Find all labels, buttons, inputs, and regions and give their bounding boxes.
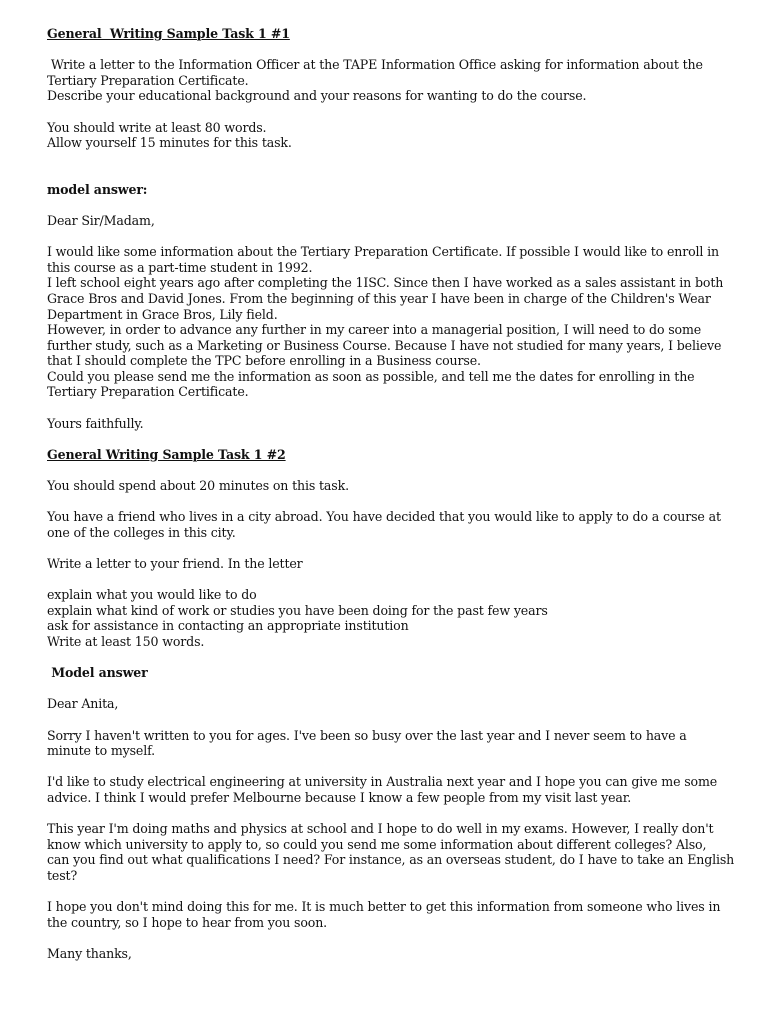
document-page xyxy=(47,26,735,961)
task2-salutation: Dear Anita, xyxy=(47,696,119,712)
task2-point: explain what kind of work or studies you have been doing for the past few years xyxy=(47,602,548,618)
task1-body-line: I would like some information about the Tertiary Preparation Certificate. If possible I would like to enroll in xyxy=(47,244,719,260)
task1-prompt-line: Write a letter to the Information Officer at the TAPE Information Office asking for information about the xyxy=(47,57,703,73)
task1-body-line: that I should complete the TPC before enrolling in a Business course. xyxy=(47,353,481,369)
task1-instruction: You should write at least 80 words. xyxy=(47,119,267,135)
task2-point: ask for assistance in contacting an appropriate institution xyxy=(47,618,409,634)
task1-heading: General Writing Sample Task 1 #1 xyxy=(47,26,290,41)
task2-model-label: Model answer xyxy=(47,665,148,681)
task2-para3-line: know which university to apply to, so could you send me some information about different colleges? Also, xyxy=(47,836,707,852)
task2-para3-line: This year I'm doing maths and physics at school and I hope to do well in my exams. However, I really don't xyxy=(47,821,714,837)
task1-closing: Yours faithfully. xyxy=(47,415,144,431)
task2-point: explain what you would like to do xyxy=(47,587,257,603)
task1-model-label: model answer: xyxy=(47,181,148,197)
task1-body-line: Grace Bros and David Jones. From the beginning of this year I have been in charge of the Children's Wear xyxy=(47,290,711,306)
task2-para4-line: the country, so I hope to hear from you soon. xyxy=(47,914,328,930)
task1-salutation: Dear Sir/Madam, xyxy=(47,212,155,228)
task1-body-line: Tertiary Preparation Certificate. xyxy=(47,384,249,400)
task2-point: Write at least 150 words. xyxy=(47,633,205,649)
task1-body-line: Could you please send me the information as soon as possible, and tell me the dates for enrolling in the xyxy=(47,368,695,384)
task2-scenario-line: one of the colleges in this city. xyxy=(47,524,236,540)
task2-para2-line: advice. I think I would prefer Melbourne because I know a few people from my visit last year. xyxy=(47,789,632,805)
task2-para3-line: test? xyxy=(47,867,78,883)
task1-prompt-line: Tertiary Preparation Certificate. xyxy=(47,72,249,88)
task1-body-line: Department in Grace Bros, Lily field. xyxy=(47,306,278,322)
task1-body-line: I left school eight years ago after completing the 1ISC. Since then I have worked as a sales assistant in both xyxy=(47,275,724,291)
task2-para4-line: I hope you don't mind doing this for me. It is much better to get this information from someone who lives in xyxy=(47,899,721,915)
task2-para1-line: Sorry I haven't written to you for ages. I've been so busy over the last year and I never seem to have a xyxy=(47,727,687,743)
task2-para1-line: minute to myself. xyxy=(47,743,156,759)
task1-body-line: this course as a part-time student in 1992. xyxy=(47,259,313,275)
task2-time-note: You should spend about 20 minutes on this task. xyxy=(47,478,349,494)
task1-prompt-line: Describe your educational background and your reasons for wanting to do the course. xyxy=(47,88,587,104)
task1-instruction: Allow yourself 15 minutes for this task. xyxy=(47,135,292,151)
task1-body-line: However, in order to advance any further in my career into a managerial position, I will need to do some xyxy=(47,322,702,338)
task1-body-line: further study, such as a Marketing or Business Course. Because I have not studied for many years, I believe xyxy=(47,337,722,353)
task2-para3-line: can you find out what qualifications I need? For instance, as an overseas student, do I have to take an English xyxy=(47,852,735,868)
task2-para2-line: I'd like to study electrical engineering at university in Australia next year and I hope you can give me some xyxy=(47,774,718,790)
task2-closing: Many thanks, xyxy=(47,945,132,961)
task2-heading: General Writing Sample Task 1 #2 xyxy=(47,446,286,462)
task2-scenario-line: You have a friend who lives in a city abroad. You have decided that you would like to apply to do a course at xyxy=(47,509,721,525)
task2-letter-intro: Write a letter to your friend. In the letter xyxy=(47,556,303,571)
